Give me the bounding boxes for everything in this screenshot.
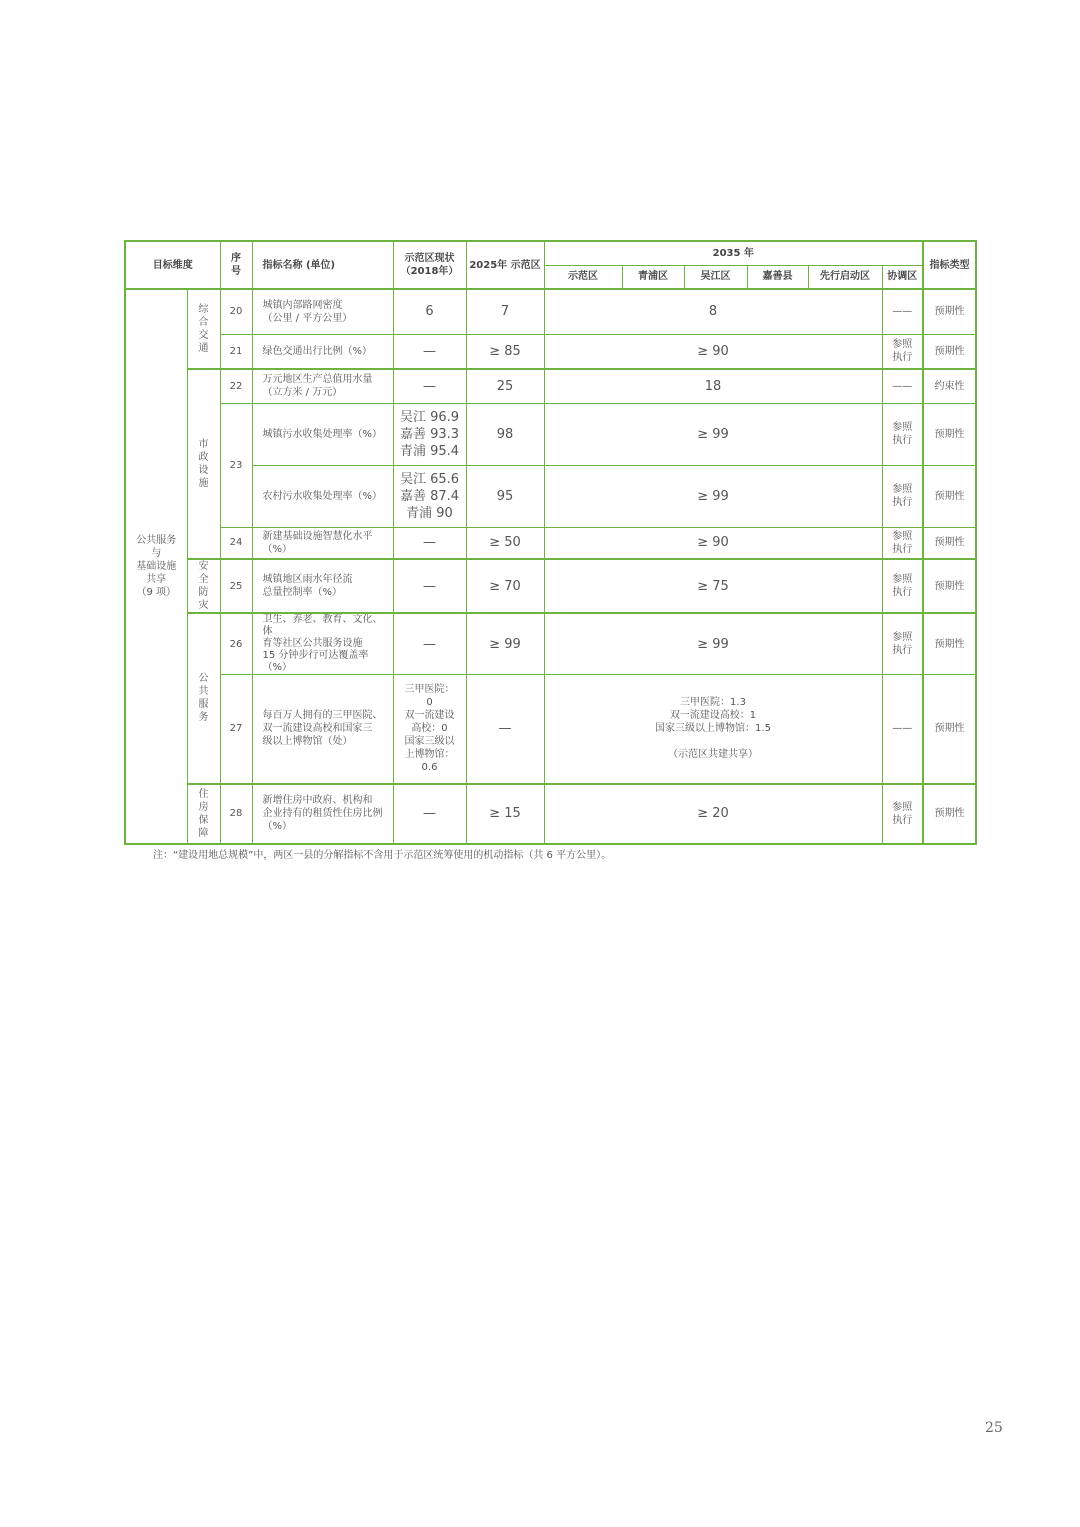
seq-cell: 23 — [220, 403, 252, 527]
value-2025: ≥ 99 — [466, 613, 544, 675]
status-value: 吴江 96.9 嘉善 93.3 青浦 95.4 — [393, 403, 466, 465]
status-value: — — [393, 559, 466, 613]
header-sub-pilot: 先行启动区 — [808, 265, 882, 289]
value-2025: ≥ 15 — [466, 784, 544, 844]
page-number: 25 — [985, 1420, 1003, 1436]
value-2025: — — [466, 675, 544, 784]
coord-value: 参照 执行 — [882, 403, 923, 465]
value-2035: ≥ 75 — [544, 559, 882, 613]
type-value: 预期性 — [923, 403, 976, 465]
indicator-name: 农村污水收集处理率（%） — [252, 465, 393, 527]
table-note: 注：“建设用地总规模”中，两区一县的分解指标不含用于示范区统筹使用的机动指标（共 6 平方公里）。 — [153, 850, 612, 861]
value-2025: 7 — [466, 289, 544, 334]
type-value: 预期性 — [923, 559, 976, 613]
header-dimension: 目标维度 — [125, 241, 220, 289]
indicator-name: 城镇污水收集处理率（%） — [252, 403, 393, 465]
indicator-name: 绿色交通出行比例（%） — [252, 334, 393, 369]
header-name: 指标名称 (单位) — [252, 241, 393, 289]
seq-cell: 21 — [220, 334, 252, 369]
coord-value: 参照 执行 — [882, 784, 923, 844]
header-status: 示范区现状（2018年） — [393, 241, 466, 289]
coord-value: —— — [882, 289, 923, 334]
header-sub-demo: 示范区 — [544, 265, 622, 289]
seq-cell: 22 — [220, 369, 252, 403]
header-2025: 2025年 示范区 — [466, 241, 544, 289]
header-sub-wujiang: 吴江区 — [684, 265, 747, 289]
coord-value: 参照 执行 — [882, 613, 923, 675]
header-seq: 序号 — [220, 241, 252, 289]
value-2025: 95 — [466, 465, 544, 527]
value-2035: 三甲医院：1.3 双一流建设高校：1 国家三级以上博物馆：1.5 （示范区共建共享） — [544, 675, 882, 784]
value-2035: ≥ 99 — [544, 403, 882, 465]
value-2035: ≥ 20 — [544, 784, 882, 844]
value-2025: 98 — [466, 403, 544, 465]
value-2035: 8 — [544, 289, 882, 334]
status-value: — — [393, 334, 466, 369]
type-value: 预期性 — [923, 675, 976, 784]
status-value: — — [393, 613, 466, 675]
dimension-label: 公共服务 与 基础设施 共享 （9 项） — [125, 289, 187, 844]
table-row — [125, 527, 976, 559]
status-value: — — [393, 784, 466, 844]
type-value: 预期性 — [923, 465, 976, 527]
type-value: 预期性 — [923, 784, 976, 844]
coord-value: —— — [882, 675, 923, 784]
coord-value: 参照 执行 — [882, 527, 923, 559]
value-2035: ≥ 99 — [544, 465, 882, 527]
coord-value: 参照 执行 — [882, 559, 923, 613]
header-2035: 2035 年 — [544, 241, 923, 265]
status-value: 三甲医院： 0 双一流建设 高校：0 国家三级以 上博物馆： 0.6 — [393, 675, 466, 784]
indicator-name: 卫生、养老、教育、文化、体 育等社区公共服务设施 15 分钟步行可达覆盖率 （%） — [252, 613, 393, 675]
table-row — [125, 784, 976, 844]
coord-value: 参照 执行 — [882, 334, 923, 369]
indicator-name: 新增住房中政府、机构和 企业持有的租赁性住房比例 （%） — [252, 784, 393, 844]
value-2025: 25 — [466, 369, 544, 403]
subgroup-public: 公共服务 — [187, 613, 220, 784]
header-sub-coord: 协调区 — [882, 265, 923, 289]
seq-cell: 28 — [220, 784, 252, 844]
table-row — [125, 289, 976, 334]
table-row — [125, 675, 976, 784]
status-value: 吴江 65.6 嘉善 87.4 青浦 90 — [393, 465, 466, 527]
value-2035: 18 — [544, 369, 882, 403]
coord-value: —— — [882, 369, 923, 403]
value-2035: ≥ 90 — [544, 527, 882, 559]
status-value: — — [393, 527, 466, 559]
indicator-name: 城镇地区雨水年径流 总量控制率（%） — [252, 559, 393, 613]
header-type: 指标类型 — [923, 241, 976, 289]
seq-cell: 20 — [220, 289, 252, 334]
value-2035: ≥ 99 — [544, 613, 882, 675]
seq-cell: 26 — [220, 613, 252, 675]
table-row — [125, 334, 976, 369]
table-row — [125, 369, 976, 403]
subgroup-municipal: 市政设施 — [187, 369, 220, 559]
table-row — [125, 559, 976, 613]
value-2035: ≥ 90 — [544, 334, 882, 369]
indicator-name: 万元地区生产总值用水量 （立方米 / 万元） — [252, 369, 393, 403]
type-value: 约束性 — [923, 369, 976, 403]
subgroup-safety: 安全防灾 — [187, 559, 220, 613]
table-row — [125, 613, 976, 675]
seq-cell: 25 — [220, 559, 252, 613]
type-value: 预期性 — [923, 527, 976, 559]
indicator-table — [124, 240, 977, 845]
header-sub-jiashan: 嘉善县 — [747, 265, 808, 289]
status-value: — — [393, 369, 466, 403]
indicator-name: 新建基础设施智慧化水平 （%） — [252, 527, 393, 559]
table-row — [125, 403, 976, 465]
header-sub-qingpu: 青浦区 — [622, 265, 684, 289]
subgroup-traffic: 综合交通 — [187, 289, 220, 369]
type-value: 预期性 — [923, 613, 976, 675]
status-value: 6 — [393, 289, 466, 334]
seq-cell: 24 — [220, 527, 252, 559]
subgroup-housing: 住房保障 — [187, 784, 220, 844]
value-2025: ≥ 50 — [466, 527, 544, 559]
indicator-name: 每百万人拥有的三甲医院、 双一流建设高校和国家三 级以上博物馆（处） — [252, 675, 393, 784]
coord-value: 参照 执行 — [882, 465, 923, 527]
table-row — [125, 465, 976, 527]
indicator-name: 城镇内部路网密度 （公里 / 平方公里） — [252, 289, 393, 334]
value-2025: ≥ 70 — [466, 559, 544, 613]
seq-cell: 27 — [220, 675, 252, 784]
type-value: 预期性 — [923, 289, 976, 334]
value-2025: ≥ 85 — [466, 334, 544, 369]
type-value: 预期性 — [923, 334, 976, 369]
